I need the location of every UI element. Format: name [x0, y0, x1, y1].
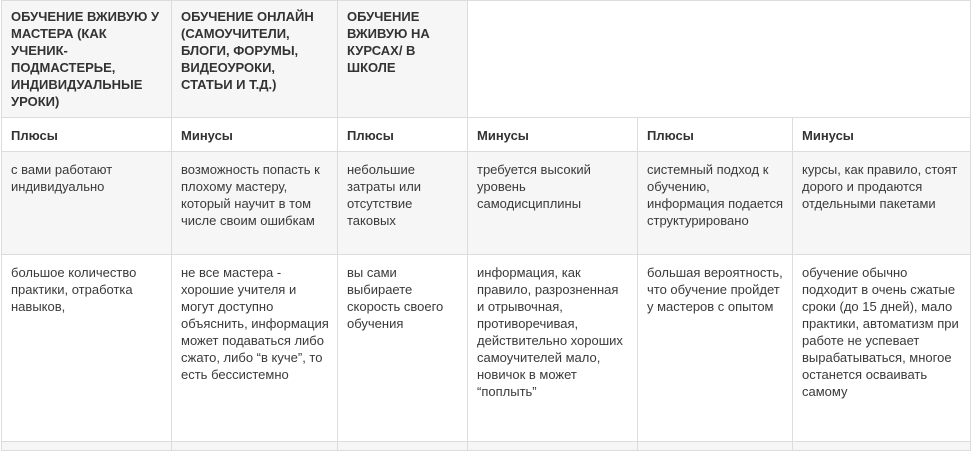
subheader-cell: Минусы: [793, 118, 971, 152]
header-cell-empty: [468, 1, 971, 118]
table-cell: курсы, как правило, стоят дорого и продаются отдельными пакетами: [793, 152, 971, 255]
table-cell: требуется высокий уровень самодисциплины: [468, 152, 638, 255]
header-cell-courses: ОБУЧЕНИЕ ВЖИВУЮ НА КУРСАХ/ В ШКОЛЕ: [338, 1, 468, 118]
table-cell: возможность попасть к плохому мастеру, который научит в том числе своим ошибкам: [172, 152, 338, 255]
table-cell: не все мастера - хорошие учителя и могут доступно объяснить, информация может подаваться либо сжато, либо “в куче”, то есть бессистемно: [172, 255, 338, 442]
table-cell-empty: [793, 442, 971, 451]
header-cell-master: ОБУЧЕНИЕ ВЖИВУЮ У МАСТЕРА (КАК УЧЕНИК-ПОДМАСТЕРЬЕ, ИНДИВИДУАЛЬНЫЕ УРОКИ): [2, 1, 172, 118]
table-cell: с вами работают индивидуально: [2, 152, 172, 255]
table-row: [2, 152, 971, 255]
table-cell-empty: [2, 442, 172, 451]
subheader-cell: Плюсы: [2, 118, 172, 152]
subheader-cell: Плюсы: [638, 118, 793, 152]
table-subheader-row: [2, 118, 971, 152]
table-cell: вы сами выбираете скорость своего обучения: [338, 255, 468, 442]
table-row: [2, 255, 971, 442]
table-cell: системный подход к обучению, информация подается структурировано: [638, 152, 793, 255]
table-cell: большая вероятность, что обучение пройдет у мастеров с опытом: [638, 255, 793, 442]
table-cell-empty: [172, 442, 338, 451]
header-cell-online: ОБУЧЕНИЕ ОНЛАЙН (САМОУЧИТЕЛИ, БЛОГИ, ФОРУМЫ, ВИДЕОУРОКИ, СТАТЬИ И Т.Д.): [172, 1, 338, 118]
table-cell-empty: [638, 442, 793, 451]
subheader-cell: Плюсы: [338, 118, 468, 152]
table-header-row: [2, 1, 971, 118]
table-cell-empty: [468, 442, 638, 451]
table-cell-empty: [338, 442, 468, 451]
table-cell: небольшие затраты или отсутствие таковых: [338, 152, 468, 255]
table-cell: большое количество практики, отработка навыков,: [2, 255, 172, 442]
table-cell: информация, как правило, разрозненная и отрывочная, противоречивая, действительно хороших самоучителей мало, новичок в может “поплыть”: [468, 255, 638, 442]
comparison-table: [1, 0, 971, 451]
subheader-cell: Минусы: [468, 118, 638, 152]
subheader-cell: Минусы: [172, 118, 338, 152]
table-row: [2, 442, 971, 451]
table-cell: обучение обычно подходит в очень сжатые сроки (до 15 дней), мало практики, автоматизм при работе не успевает вырабатываться, многое останется осваивать самому: [793, 255, 971, 442]
